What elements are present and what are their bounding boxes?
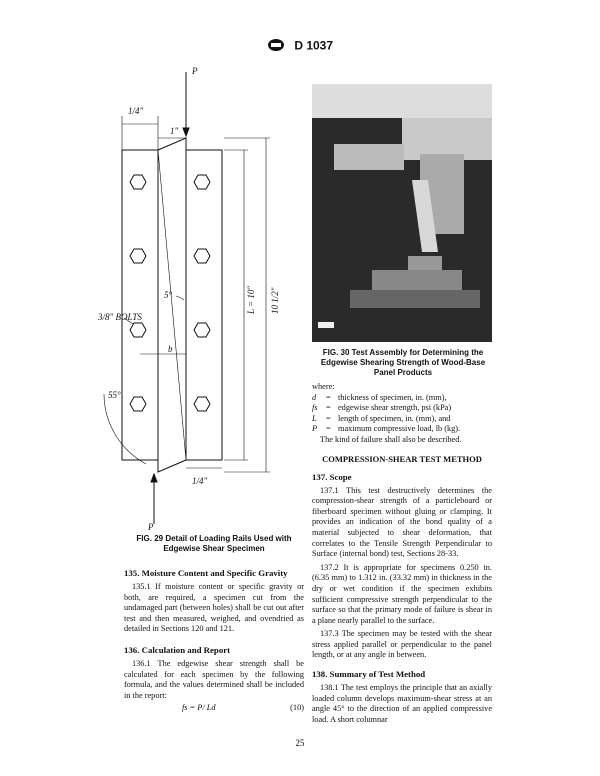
formula-number: (10) [290, 703, 304, 713]
def-l: L = length of specimen, in. (mm), and [312, 413, 451, 423]
designation: D 1037 [294, 38, 334, 53]
section-138-heading: 138. Summary of Test Method [312, 669, 426, 680]
label-quarter-top: 1/4" [128, 106, 144, 116]
section-135-heading: 135. Moisture Content and Specific Gravity [124, 568, 288, 578]
formula-10 [124, 703, 304, 712]
def-d: d = thickness of specimen, in. (mm), [312, 392, 447, 402]
page-header [0, 38, 600, 55]
label-angle5: 5° [164, 290, 173, 300]
page-number: 25 [295, 738, 305, 748]
method-heading: COMPRESSION-SHEAR TEST METHOD [322, 453, 482, 464]
label-length-total: 10 1/2" [270, 287, 280, 314]
label-bolts: 3/8" BOLTS [98, 312, 142, 322]
fig30-caption: FIG. 30 Test Assembly for Determining the Edgewise Shearing Strength of Wood-Base Panel Products [320, 348, 486, 377]
label-p-top: P [192, 66, 198, 76]
section-137-2: 137.2 It is appropriate for specimens 0.250 in. (6.35 mm) to 1.312 in. (33.32 mm) in thickness in the dry or wet condition if the specimen exhibits sufficient compressive strength perpendicular to the surface so that the primary mode of failure is shear in a plane nearly parallel to the surface. [312, 562, 492, 625]
where-label: where: [312, 382, 335, 391]
label-p-bottom: P [148, 522, 154, 532]
section-138-1: 138.1 The test employs the principle that an axially loaded column develops maximum-shear stress at an angle 45° to the direction of an applied compressive load. A short columnar [312, 683, 492, 724]
fig29-caption: FIG. 29 Detail of Loading Rails Used with Edgewise Shear Specimen [136, 534, 292, 553]
label-length-l: L = 10" [246, 285, 256, 314]
right-column [312, 380, 492, 725]
label-quarter-bottom: 1/4" [192, 476, 208, 486]
def-p: P = maximum compressive load, lb (kg). [312, 424, 461, 434]
label-angle55: 55° [108, 390, 121, 400]
section-136-heading: 136. Calculation and Report [124, 644, 231, 655]
fig30-photo [312, 84, 492, 342]
section-137-1: 137.1 This test destructively determines the compression-shear strength of a particleboard or fiberboard specimen without gluing or clamping. It provides an indication of the bond quality of a material subjected to shear deformation, that correlates to the Tensile Strength Perpendicular to Surface (internal bond) test, Sections 28-33. [312, 485, 492, 559]
fig29-drawing [96, 64, 302, 532]
section-136-1: 136.1 The edgewise shear strength shall be calculated for each specimen by the following formula, and the values determined shall be included in the report: [124, 658, 304, 700]
formula-expression: fs = P/ Ld [182, 703, 216, 713]
left-column [124, 568, 304, 712]
label-b: b [168, 344, 173, 354]
failure-note: The kind of failure shall also be described. [320, 434, 462, 444]
section-135-1: 135.1 If moisture content or specific gravity or both, are required, a specimen cut from the undamaged part (between holes) shall be cut out after test and then measured, weighed, and ovendried as detailed in Sections 120 and 121. [124, 582, 304, 634]
section-137-heading: 137. Scope [312, 471, 352, 482]
astm-logo-icon [267, 38, 285, 55]
section-137-3: 137.3 The specimen may be tested with the shear stress applied parallel or perpendicular to the panel length, or at any angle in between. [312, 629, 492, 660]
label-one-inch: 1" [170, 126, 179, 136]
def-fs: fs = edgewise shear strength, psi (kPa) [312, 403, 452, 413]
